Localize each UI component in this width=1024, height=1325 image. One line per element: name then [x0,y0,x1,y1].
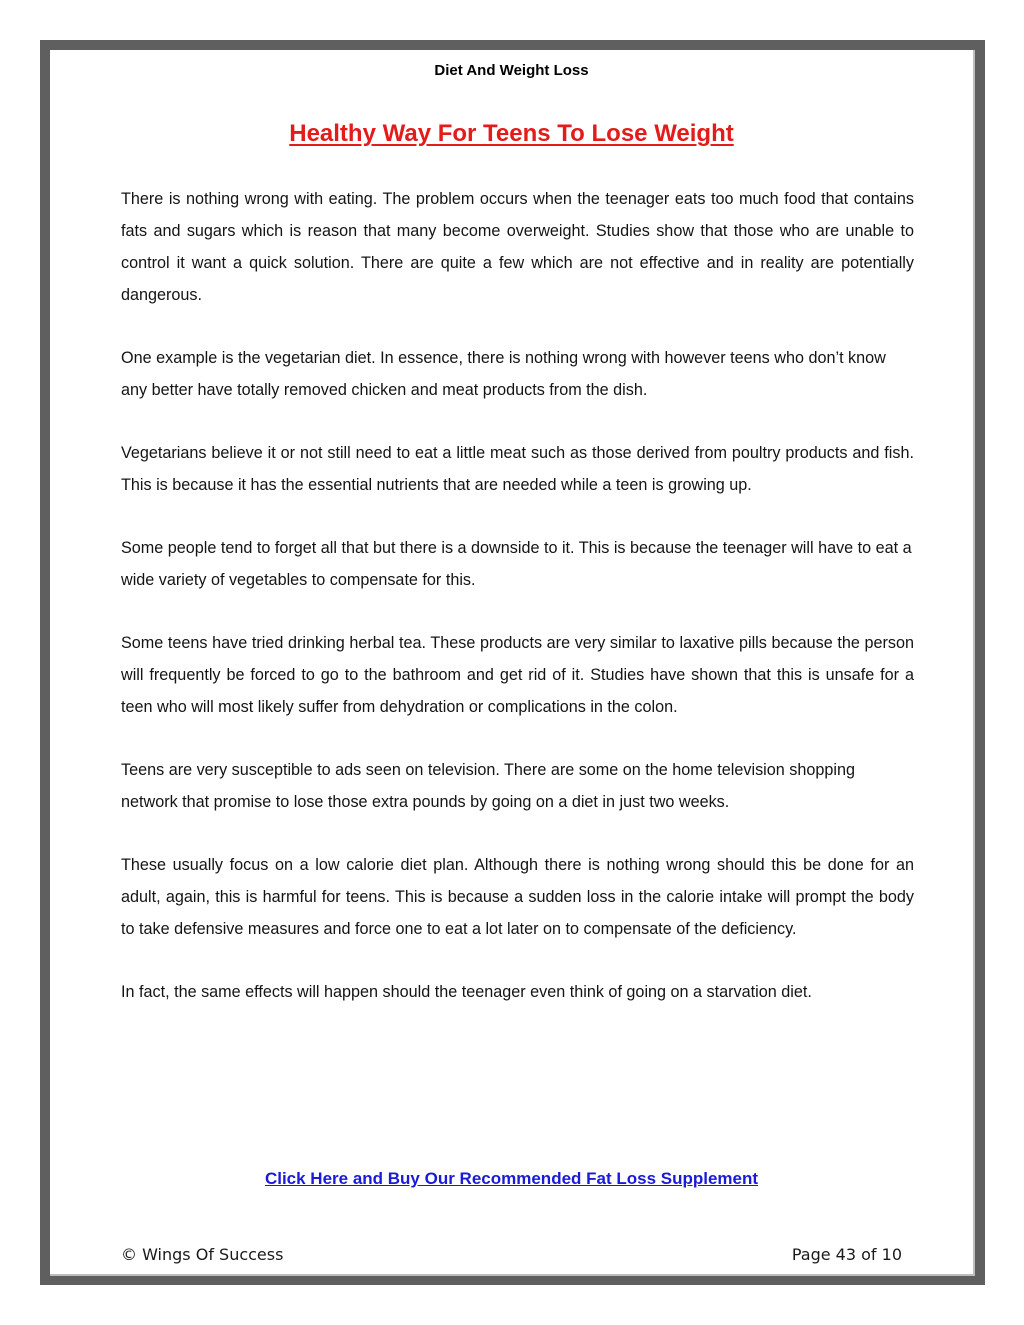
article-body [121,183,914,1039]
paragraph-2: One example is the vegetarian diet. In essence, there is nothing wrong with however teens who don’t know any better have totally removed chicken and meat products from the dish. [121,349,886,399]
paragraph-6: Teens are very susceptible to ads seen on television. There are some on the home television shopping network that promise to lose those extra pounds by going on a diet in just two weeks. [121,761,855,811]
paragraph-8: In fact, the same effects will happen should the teenager even think of going on a starvation diet. [121,983,812,1001]
running-header: Diet And Weight Loss [434,62,589,79]
paragraph-5: Some teens have tried drinking herbal tea. These products are very similar to laxative pills because the person will frequently be forced to go to the bathroom and get rid of it. Studies have shown that this is unsafe for a teen who will most likely suffer from dehydration or complications in the colon. [121,634,914,716]
buy-supplement-link[interactable]: Click Here and Buy Our Recommended Fat Loss Supplement [264,1169,759,1188]
document-page [50,50,975,1276]
footer-copyright: © Wings Of Success [121,1245,284,1264]
paragraph-7: These usually focus on a low calorie diet plan. Although there is nothing wrong should this be done for an adult, again, this is harmful for teens. This is because a sudden loss in the calorie intake will prompt the body to take defensive measures and force one to eat a lot later on to compensate of the deficiency. [121,856,914,938]
paragraph-3: Vegetarians believe it or not still need to eat a little meat such as those derived from poultry products and fish. This is because it has the essential nutrients that are needed while a teen is growing up. [121,444,914,494]
paragraph-4: Some people tend to forget all that but there is a downside to it. This is because the teenager will have to eat a wide variety of vegetables to compensate for this. [121,539,912,589]
article-title: Healthy Way For Teens To Lose Weight [289,120,734,147]
footer-page-number: Page 43 of 10 [791,1245,902,1264]
paragraph-1: There is nothing wrong with eating. The problem occurs when the teenager eats too much food that contains fats and sugars which is reason that many become overweight. Studies show that those who are unable to control it want a quick solution. There are quite a few which are not effective and in reality are potentially dangerous. [121,190,914,304]
page-frame [40,40,985,1285]
